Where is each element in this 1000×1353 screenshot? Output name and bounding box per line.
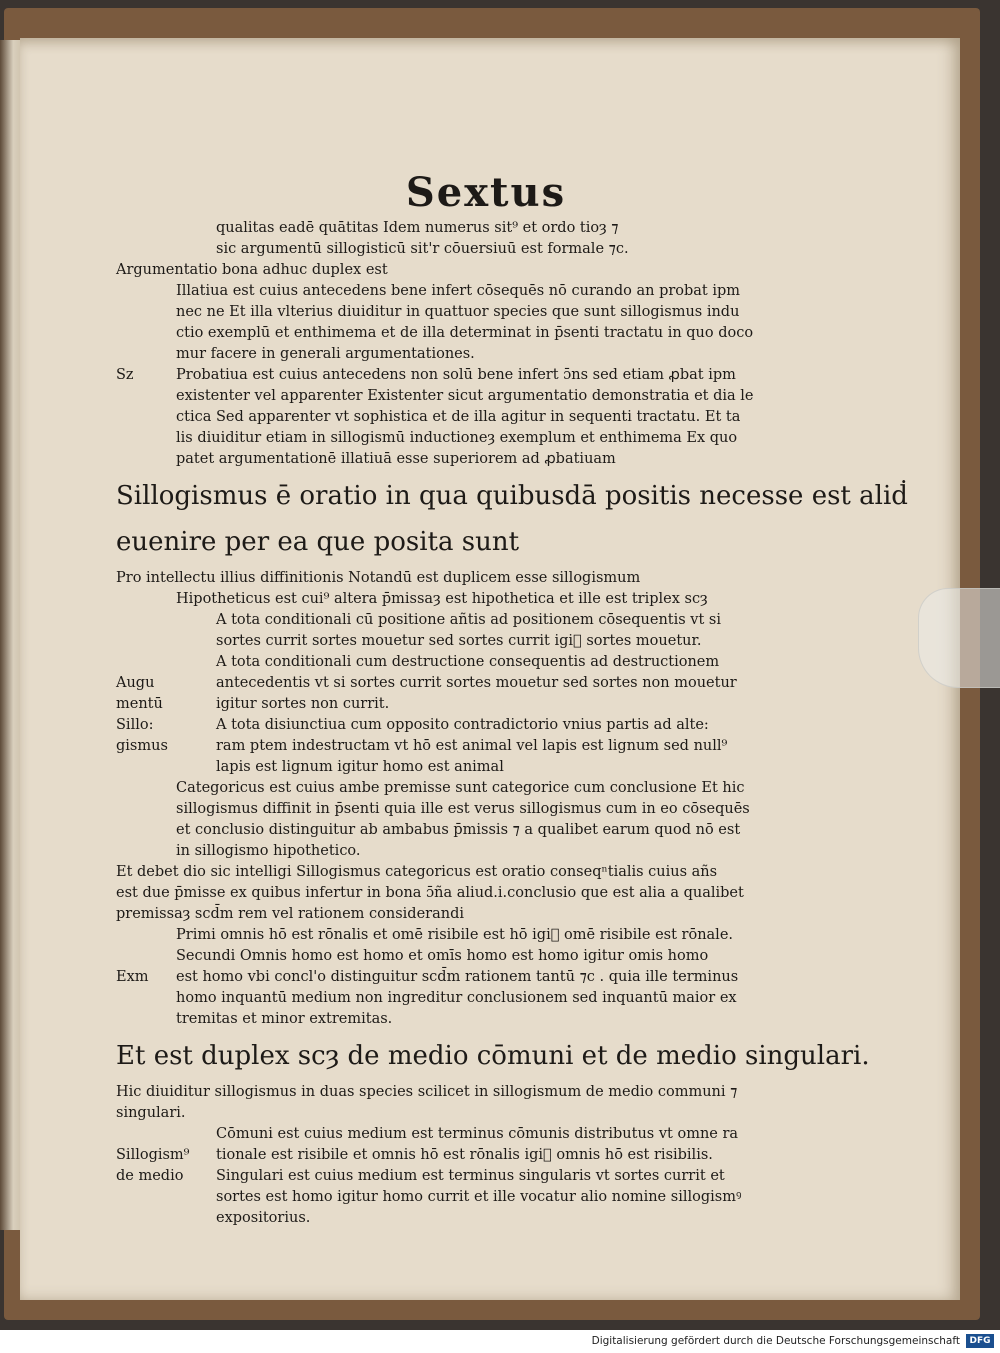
division-heading: Et est duplex scȝ de medio cōmuni et de medio singulari. — [116, 1041, 870, 1071]
text-block-3 — [116, 1082, 796, 1229]
line-text: sillogismus diffinit in p̄senti quia ille est verus sillogismus cum in eo cōsequēs — [176, 801, 750, 817]
text-line — [116, 925, 796, 946]
line-text: Categoricus est cuius ambe premisse sunt categorice cum conclusione Et hic — [176, 780, 745, 796]
digitization-footer — [0, 1330, 1000, 1353]
margin-label: Augu — [116, 675, 155, 691]
line-text: homo inquantū medium non ingreditur conclusionem sed inquantū maior ex — [176, 990, 737, 1006]
line-text: est homo vbi concl'o distinguitur scd̄m rationem tantū ⁊c . quia ille terminus — [176, 969, 739, 985]
page-text-block — [116, 168, 908, 1229]
margin-label: de medio — [116, 1168, 184, 1184]
definition-line-2: euenire per ea que posita sunt — [116, 527, 520, 557]
text-line — [116, 799, 796, 820]
text-line — [116, 1009, 796, 1030]
line-text: igitur sortes non currit. — [216, 696, 390, 712]
margin-label: Sillogism⁹ — [116, 1147, 190, 1163]
page-heading: Sextus — [405, 169, 567, 216]
text-line — [116, 820, 796, 841]
text-line — [116, 778, 796, 799]
line-text: sortes currit sortes mouetur sed sortes currit igiᷣ sortes mouetur. — [216, 633, 702, 649]
line-text: Pro intellectu illius diffinitionis Notandū est duplicem esse sillogismum — [116, 570, 641, 586]
text-line — [116, 260, 796, 281]
line-text: singulari. — [116, 1105, 186, 1121]
text-line — [116, 323, 796, 344]
dfg-logo: DFG — [966, 1334, 994, 1348]
text-line — [116, 883, 796, 904]
text-line — [116, 757, 796, 778]
line-text: Singulari est cuius medium est terminus singularis vt sortes currit et — [216, 1168, 725, 1184]
line-text: A tota conditionali cū positione añtis ad positionem cōsequentis vt si — [216, 612, 722, 628]
text-line — [116, 365, 796, 386]
text-line — [116, 1082, 796, 1103]
line-text: Primi omnis hō est rōnalis et omē risibile est hō igiᷣ omē risibile est rōnale. — [176, 927, 734, 943]
text-line — [116, 988, 796, 1009]
line-text: est due p̄misse ex quibus infertur in bona ɔ̄ña aliud.i.conclusio que est alia a qualibet — [116, 885, 744, 901]
line-text: Hic diuiditur sillogismus in duas species scilicet in sillogismum de medio communi ⁊ — [116, 1084, 738, 1100]
line-text: lapis est lignum igitur homo est animal — [216, 759, 504, 775]
line-text: qualitas eadē quātitas Idem numerus sit⁹ et ordo tioȝ ⁊ — [216, 220, 619, 236]
line-text: premissaȝ scd̄m rem vel rationem considerandi — [116, 906, 464, 922]
text-line — [116, 1103, 796, 1124]
text-line — [116, 407, 796, 428]
footer-credit: Digitalisierung gefördert durch die Deutsche Forschungsgemeinschaft — [591, 1335, 960, 1347]
text-line — [116, 589, 796, 610]
text-line — [116, 736, 796, 757]
line-text: ram ptem indestructam vt hō est animal vel lapis est lignum sed null⁹ — [216, 738, 728, 754]
line-text: sortes est homo igitur homo currit et ille vocatur alio nomine sillogismꝰ — [216, 1189, 742, 1205]
text-line — [116, 568, 796, 589]
margin-label: Sz — [116, 367, 134, 383]
line-text: Argumentatio bona adhuc duplex est — [116, 262, 388, 278]
line-text: existenter vel apparenter Existenter sicut argumentatio demonstratia et dia le — [176, 388, 754, 404]
text-line — [116, 673, 796, 694]
line-text: ctica Sed apparenter vt sophistica et de illa agitur in sequenti tractatu. Et ta — [176, 409, 741, 425]
text-line — [116, 631, 796, 652]
line-text: antecedentis vt si sortes currit sortes mouetur sed sortes non mouetur — [216, 675, 737, 691]
text-line — [116, 218, 796, 239]
line-text: tremitas et minor extremitas. — [176, 1011, 393, 1027]
text-line — [116, 1145, 796, 1166]
book-page — [20, 38, 960, 1300]
text-line — [116, 1208, 796, 1229]
text-line — [116, 1187, 796, 1208]
text-line — [116, 449, 796, 470]
text-line — [116, 610, 796, 631]
text-line — [116, 344, 796, 365]
text-line — [116, 946, 796, 967]
line-text: sic argumentū sillogisticū sit'r cōuersiuū est formale ⁊c. — [216, 241, 629, 257]
text-line — [116, 1166, 796, 1187]
text-line — [116, 904, 796, 925]
line-text: Et debet dio sic intelligi Sillogismus categoricus est oratio conseqⁿtialis cuius añs — [116, 864, 718, 880]
line-text: expositorius. — [216, 1210, 311, 1226]
margin-label: Sillo: — [116, 717, 154, 733]
line-text: A tota disiunctiua cum opposito contradictorio vnius partis ad alte: — [216, 717, 709, 733]
definition-line-1: Sillogismus ē oratio in qua quibusdā positis necesse est aliḋ — [116, 481, 908, 511]
line-text: Probatiua est cuius antecedens non solū bene infert ɔ̄ns sed etiam ꝓbat ipm — [176, 367, 736, 383]
text-line — [116, 1124, 796, 1145]
line-text: ctio exemplū et enthimema et de illa determinat in p̄senti tractatu in quo doco — [176, 325, 754, 341]
line-text: Hipotheticus est cui⁹ altera p̄missaȝ est hipothetica et ille est triplex scȝ — [176, 591, 708, 607]
line-text: in sillogismo hipothetico. — [176, 843, 361, 859]
line-text: tionale est risibile et omnis hō est rōnalis igiᷣ omnis hō est risibilis. — [216, 1147, 713, 1163]
text-block-1 — [116, 218, 796, 470]
line-text: nec ne Et illa vlterius diuiditur in quattuor species que sunt sillogismus indu — [176, 304, 740, 320]
text-block-2 — [116, 568, 796, 1030]
margin-label: mentū — [116, 696, 163, 712]
line-text: Secundi Omnis homo est homo et omīs homo est homo igitur omis homo — [176, 948, 709, 964]
text-line — [116, 428, 796, 449]
margin-label: Exm — [116, 969, 149, 985]
margin-label: gismus — [116, 738, 168, 754]
line-text: patet argumentationē illatiuā esse superiorem ad ꝓbatiuam — [176, 451, 616, 467]
line-text: Illatiua est cuius antecedens bene infert cōsequēs nō curando an probat ipm — [176, 283, 741, 299]
line-text: lis diuiditur etiam in sillogismū inductioneȝ exemplum et enthimema Ex quo — [176, 430, 738, 446]
text-line — [116, 715, 796, 736]
text-line — [116, 302, 796, 323]
line-text: A tota conditionali cum destructione consequentis ad destructionem — [216, 654, 720, 670]
text-line — [116, 862, 796, 883]
line-text: et conclusio distinguitur ab ambabus p̄missis ⁊ a qualibet earum quod nō est — [176, 822, 741, 838]
text-line — [116, 281, 796, 302]
text-line — [116, 841, 796, 862]
line-text: mur facere in generali argumentationes. — [176, 346, 475, 362]
text-line — [116, 239, 796, 260]
text-line — [116, 652, 796, 673]
text-line — [116, 386, 796, 407]
page-clip — [918, 588, 1000, 688]
text-line — [116, 694, 796, 715]
line-text: Cōmuni est cuius medium est terminus cōmunis distributus vt omne ra — [216, 1126, 739, 1142]
text-line — [116, 967, 796, 988]
